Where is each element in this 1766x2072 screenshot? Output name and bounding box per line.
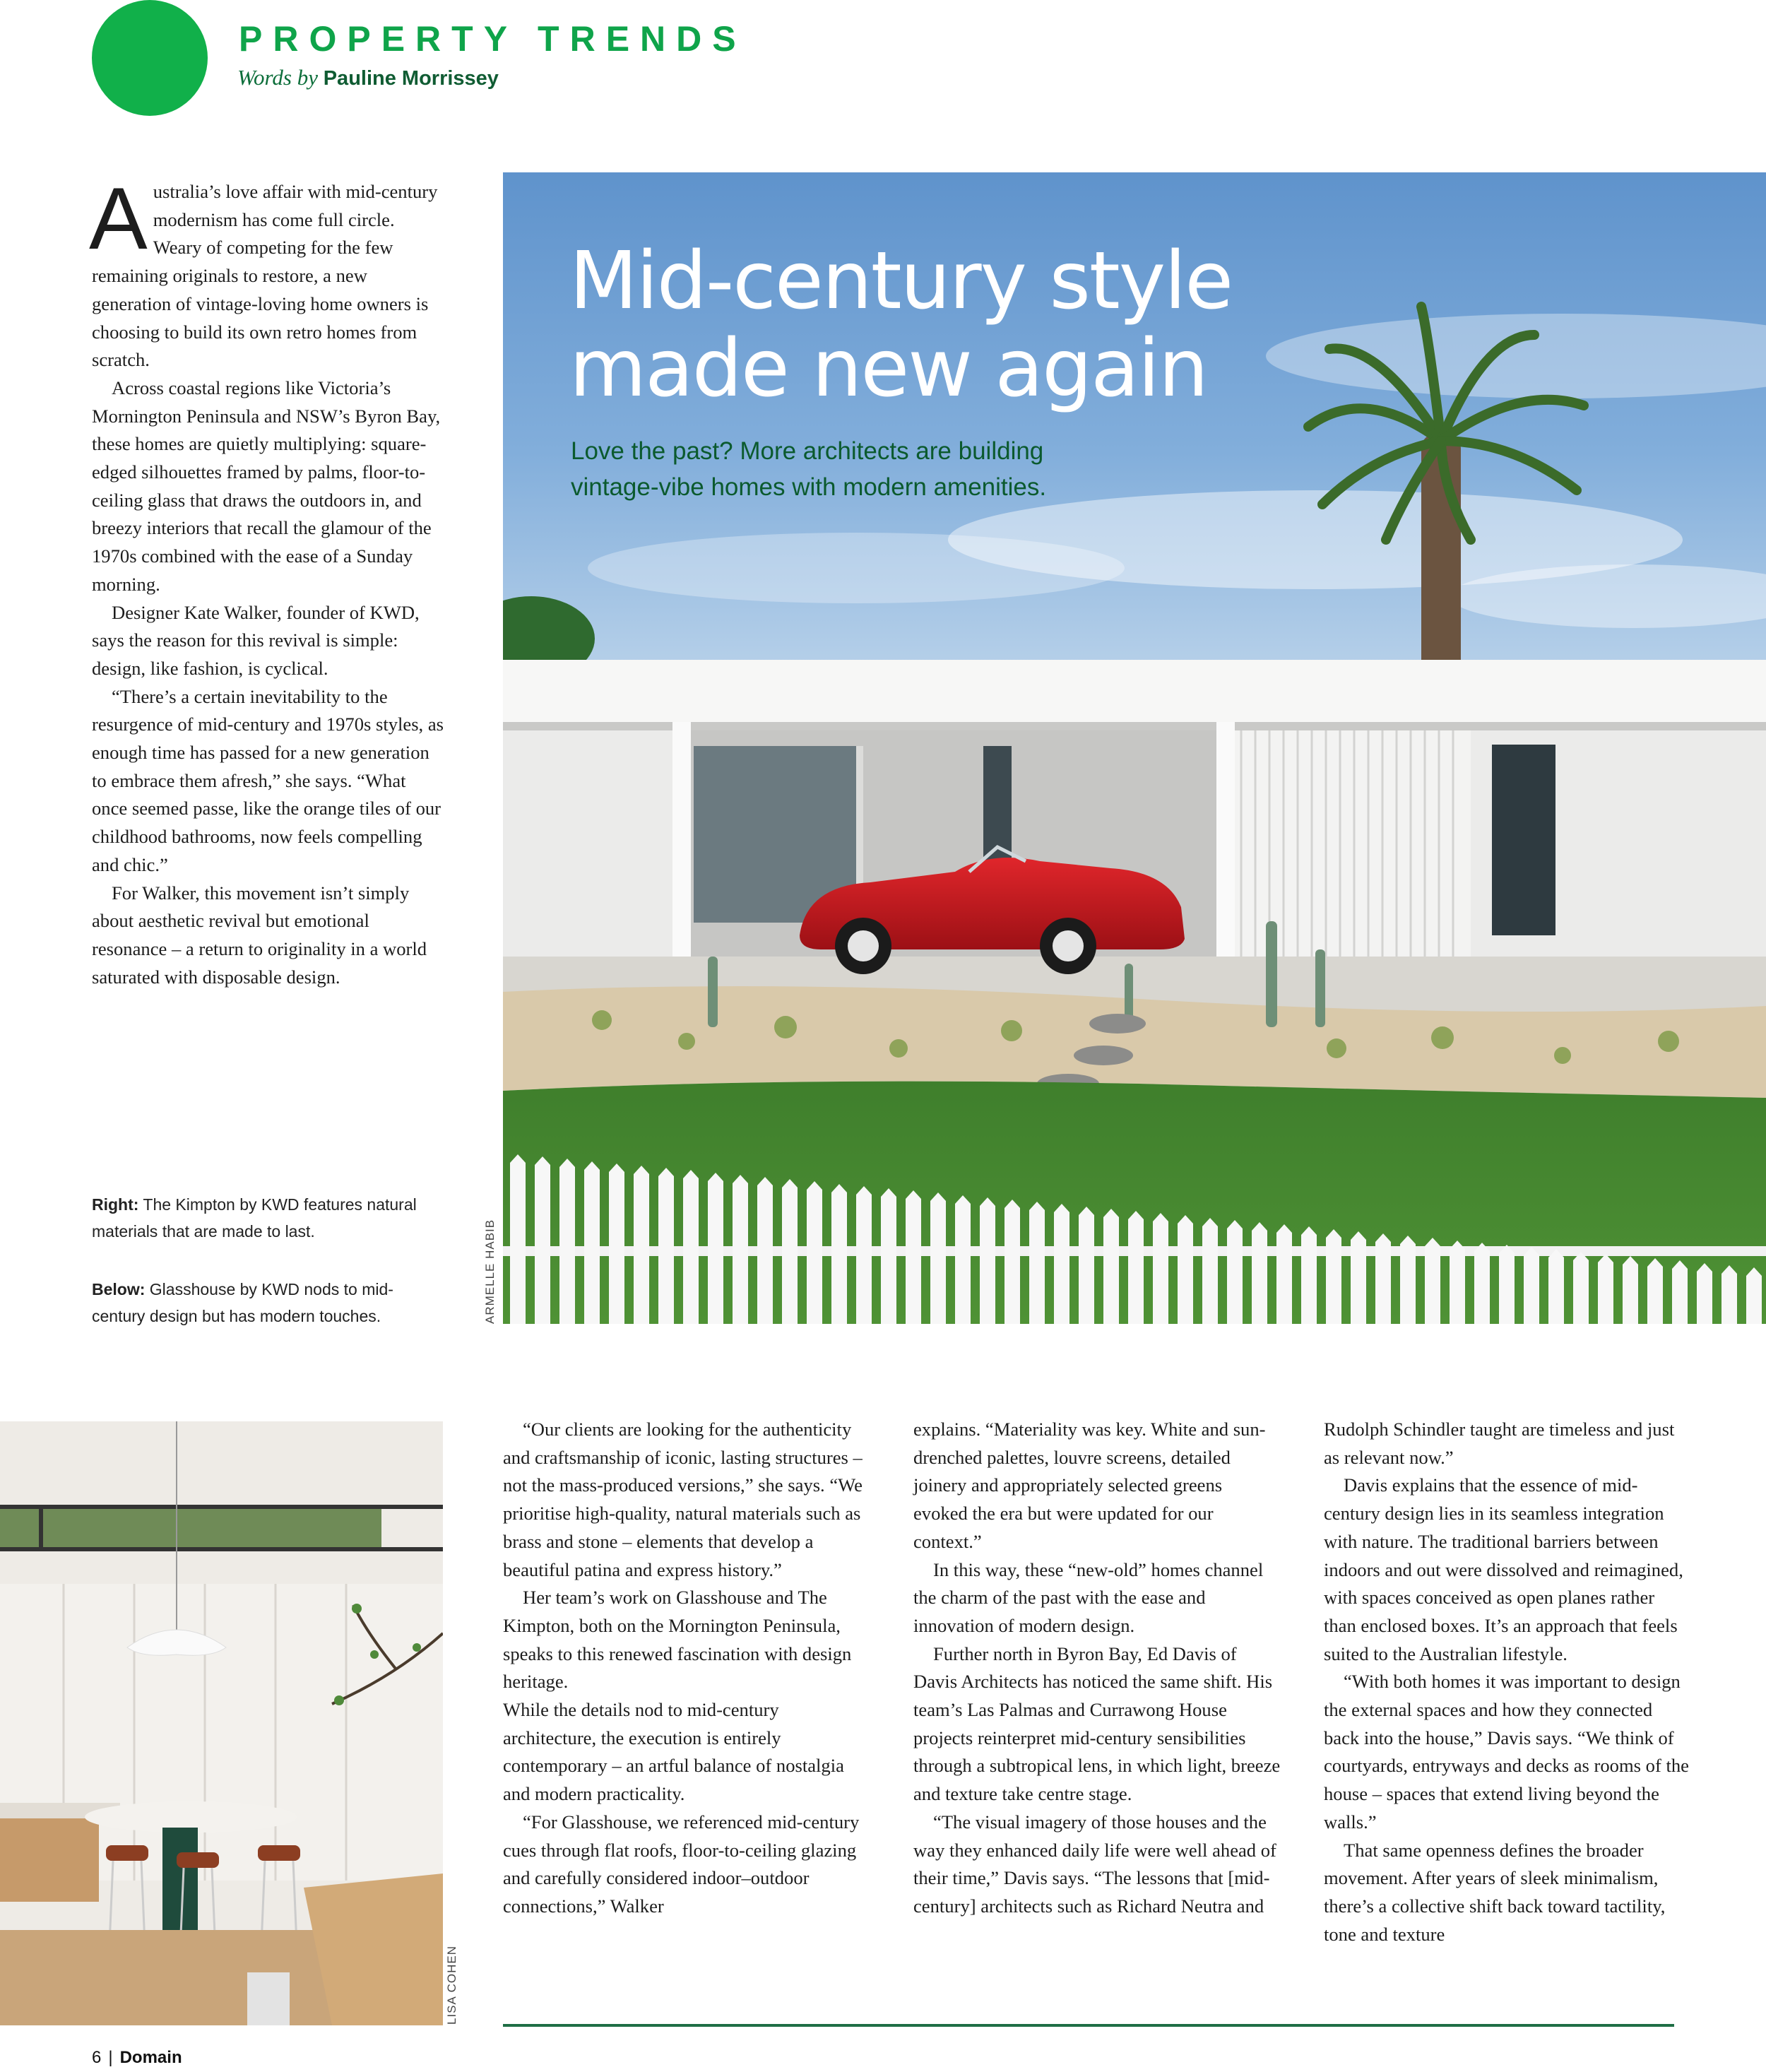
article-column-3 bbox=[913, 1416, 1281, 1921]
headline bbox=[569, 237, 1232, 413]
paragraph: Davis explains that the essence of mid-century design lies in its seamless integration with nature. The traditional barriers between indoors and out were dissolved and reimagined, with spaces conceived as open planes rather than enclosed boxes. It’s an approach that feels suited to the Australian lifestyle. bbox=[1324, 1474, 1683, 1664]
paragraph: Designer Kate Walker, founder of KWD, says the reason for this revival is simple: design, like fashion, is cyclical. bbox=[92, 601, 420, 679]
paragraph: Further north in Byron Bay, Ed Davis of Davis Architects has noticed the same shift. His team’s Las Palmas and Currawong House projects reinterpret mid-century sensibilities through a subtropical lens, in which light, breeze and texture take centre stage. bbox=[913, 1642, 1281, 1805]
paragraph: “With both homes it was important to design the external spaces and how they connected back into the house,” Davis says. “We think of courtyards, entryways and decks as rooms of the house – spaces that extend living beyond the walls.” bbox=[1324, 1671, 1689, 1833]
article-column-1 bbox=[89, 170, 445, 991]
caption-text: Glasshouse by KWD nods to mid-century design but has modern touches. bbox=[92, 1280, 393, 1325]
drop-cap: A bbox=[89, 170, 148, 268]
footer-separator: | bbox=[108, 2048, 113, 2067]
paragraph: Her team’s work on Glasshouse and The Kimpton, both on the Mornington Peninsula, speaks to this renewed fascination with design heritage. bbox=[503, 1587, 852, 1693]
article-column-4 bbox=[1324, 1416, 1691, 1948]
paragraph: explains. “Materiality was key. White and sun-drenched palettes, louvre screens, detailed joinery and appropriately selected greens evoked the era but were updated for our context.” bbox=[913, 1419, 1266, 1552]
paragraph: While the details nod to mid-century architecture, the execution is entirely contemporary – an artful balance of nostalgia and modern practicality. bbox=[503, 1699, 844, 1805]
standfirst bbox=[571, 433, 1046, 505]
footer-rule bbox=[503, 2024, 1674, 2027]
photo-credit-hero: ARMELLE HABIB bbox=[483, 1219, 497, 1324]
page-footer bbox=[92, 2048, 182, 2068]
headline-line: Mid-century style bbox=[569, 235, 1233, 327]
paragraph: Rudolph Schindler taught are timeless and just as relevant now.” bbox=[1324, 1419, 1675, 1468]
paragraph: “For Glasshouse, we referenced mid-century cues through flat roofs, floor-to-ceiling glazing and carefully considered indoor–outdoor connections,” Walker bbox=[503, 1811, 860, 1917]
paragraph: In this way, these “new-old” homes channel the charm of the past with the ease and innovation of modern design. bbox=[913, 1558, 1264, 1636]
caption-label: Right: bbox=[92, 1195, 139, 1214]
caption-below bbox=[92, 1276, 424, 1330]
section-circle-badge bbox=[92, 0, 208, 116]
paragraph: “The visual imagery of those houses and the way they enhanced daily life were well ahead of their time,” Davis says. “The lessons that [mid-century] architects such as Richard Neutra and bbox=[913, 1811, 1276, 1917]
photo-credit-kitchen: LISA COHEN bbox=[445, 1945, 458, 2025]
paragraph: For Walker, this movement isn’t simply about aesthetic revival but emotional resonance – a return to originality in a world saturated with disposable design. bbox=[92, 882, 427, 988]
caption-label: Below: bbox=[92, 1280, 146, 1298]
caption-text: The Kimpton by KWD features natural materials that are made to last. bbox=[92, 1195, 417, 1241]
byline-prefix: Words by bbox=[237, 65, 318, 90]
kitchen-photo bbox=[0, 1421, 443, 2025]
page-number: 6 bbox=[92, 2048, 102, 2067]
standfirst-line: vintage-vibe homes with modern amenities. bbox=[571, 473, 1047, 501]
paragraph: Across coastal regions like Victoria’s Mornington Peninsula and NSW’s Byron Bay, these homes are quietly multiplying: square-edged silhouettes framed by palms, floor-to-ceiling glass that draws the outdoors in, and breezy interiors that recall the glamour of the 1970s combined with the ease of a Sunday morning. bbox=[92, 377, 441, 595]
paragraph: “Our clients are looking for the authenticity and craftsmanship of iconic, lasting structures – not the mass-produced versions,” she says. “We prioritise high-quality, natural materials such as brass and stone – elements that develop a beautiful patina and express history.” bbox=[503, 1419, 863, 1580]
article-column-2 bbox=[503, 1416, 870, 1921]
author-name: Pauline Morrissey bbox=[323, 67, 499, 90]
headline-line: made new again bbox=[569, 323, 1207, 415]
standfirst-line: Love the past? More architects are building bbox=[571, 437, 1044, 465]
paragraph: ustralia’s love affair with mid-century modernism has come full circle. Weary of competing for the few remaining originals to restore, a new generation of vintage-loving home owners is choosing to build its own retro homes from scratch. bbox=[92, 181, 438, 371]
paragraph: “There’s a certain inevitability to the resurgence of mid-century and 1970s styles, as enough time has passed for a new generation to embrace them afresh,” she says. “What once seemed passe, like the orange tiles of our childhood bathrooms, now feels compelling and chic.” bbox=[92, 685, 444, 875]
section-title: PROPERTY TRENDS bbox=[239, 19, 747, 59]
caption-right bbox=[92, 1191, 424, 1245]
byline bbox=[237, 65, 499, 90]
magazine-name: Domain bbox=[119, 2048, 182, 2067]
paragraph: That same openness defines the broader movement. After years of sleek minimalism, there’s a collective shift back toward tactility, tone and texture bbox=[1324, 1839, 1666, 1945]
